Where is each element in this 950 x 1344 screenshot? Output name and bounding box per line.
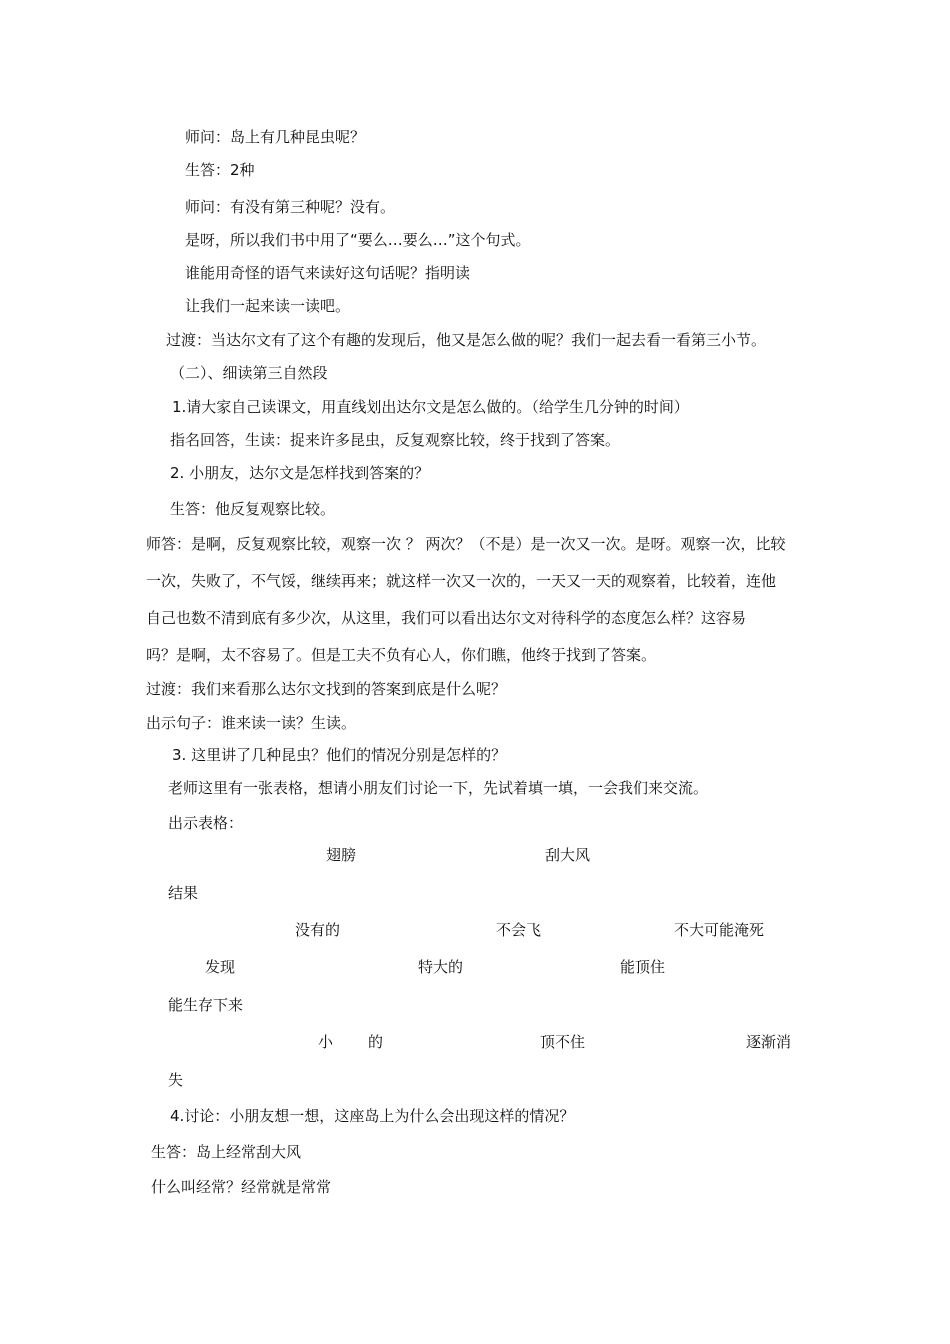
text-line: 师答：是啊，反复观察比较，观察一次 ？ 两次？（不是）是一次又一次。是呀。观察一次，比较 <box>146 535 786 553</box>
text-line: 2. 小朋友，达尔文是怎样找到答案的？ <box>170 464 430 482</box>
text-line: 过渡：当达尔文有了这个有趣的发现后，他又是怎么做的呢？我们一起去看一看第三小节。 <box>166 331 767 349</box>
text-line: 出示句子：谁来读一读？生读。 <box>146 714 357 732</box>
text-line: 出示表格： <box>168 814 244 832</box>
text-line: 师问：岛上有几种昆虫呢？ <box>185 128 366 146</box>
table-row-label-found: 发现 <box>205 958 236 976</box>
table-cell: 能顶住 <box>620 958 666 976</box>
table-cell: 逐渐消 <box>746 1033 792 1051</box>
table-cell: 失 <box>168 1071 184 1089</box>
table-cell: 小 <box>318 1033 334 1051</box>
text-line: 师问：有没有第三种呢？没有。 <box>185 198 396 216</box>
text-line: 4.讨论：小朋友想一想，这座岛上为什么会出现这样的情况？ <box>170 1107 575 1125</box>
text-line: 老师这里有一张表格，想请小朋友们讨论一下，先试着填一填，一会我们来交流。 <box>168 779 709 797</box>
text-line: 什么叫经常？经常就是常常 <box>151 1178 332 1196</box>
text-line: 吗？是啊，太不容易了。但是工夫不负有心人，你们瞧，他终于找到了答案。 <box>146 646 657 664</box>
table-cell: 不会飞 <box>496 921 542 939</box>
table-cell: 不大可能淹死 <box>674 921 765 939</box>
table-header-wings: 翅膀 <box>326 846 357 864</box>
table-header-result: 结果 <box>168 884 199 902</box>
table-header-wind: 刮大风 <box>545 846 591 864</box>
text-line: 自己也数不清到底有多少次，从这里，我们可以看出达尔文对待科学的态度怎么样？这容易 <box>146 609 747 627</box>
table-cell: 特大的 <box>418 958 464 976</box>
text-line: 生答：岛上经常刮大风 <box>151 1143 302 1161</box>
table-cell: 没有的 <box>295 921 341 939</box>
text-line: 让我们一起来读一读吧。 <box>185 297 351 315</box>
text-line: 一次，失败了，不气馁，继续再来；就这样一次又一次的，一天又一天的观察着，比较着，连他 <box>146 572 777 590</box>
table-cell: 顶不住 <box>540 1033 586 1051</box>
text-line: 是呀，所以我们书中用了“要么…要么…”这个句式。 <box>185 231 531 249</box>
section-heading: （二）、细读第三自然段 <box>170 364 328 382</box>
table-cell: 能生存下来 <box>168 996 244 1014</box>
text-line: 谁能用奇怪的语气来读好这句话呢？指明读 <box>185 264 471 282</box>
text-line: 过渡：我们来看那么达尔文找到的答案到底是什么呢？ <box>146 680 507 698</box>
text-line: 3. 这里讲了几种昆虫？他们的情况分别是怎样的？ <box>172 746 507 764</box>
text-line: 指名回答，生读：捉来许多昆虫，反复观察比较，终于找到了答案。 <box>170 431 621 449</box>
text-line: 生答：他反复观察比较。 <box>170 500 336 518</box>
text-line: 1.请大家自己读课文，用直线划出达尔文是怎么做的。（给学生几分钟的时间） <box>172 398 689 416</box>
text-line: 生答：2种 <box>185 161 255 179</box>
table-cell: 的 <box>368 1033 384 1051</box>
